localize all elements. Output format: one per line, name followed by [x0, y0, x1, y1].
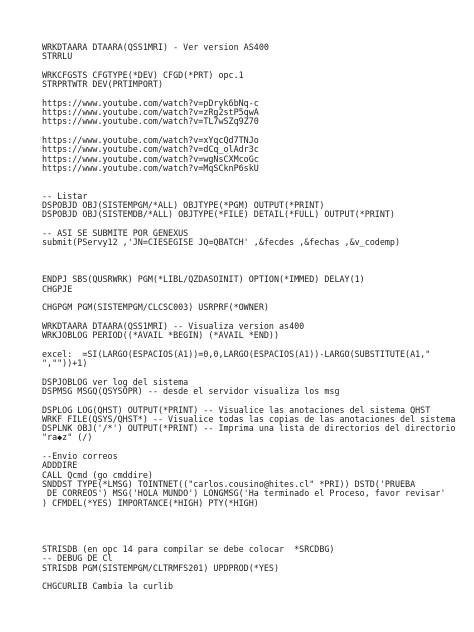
document-text [42, 43, 462, 592]
text-line: DE CORREOS') MSG('HOLA MUNDO') LONGMSG('Ha terminado el Proceso, favor revisar' [42, 488, 446, 499]
text-line: CHGPJE [42, 283, 73, 294]
blank-line [42, 248, 462, 257]
text-line: STRISDB (en opc 14 para compilar se debe colocar *SRCDBG) [42, 544, 335, 555]
text-line: DSPOBJD OBJ(SISTEMPGM/*ALL) OBJTYPE(*PGM) OUTPUT(*PRINT) [42, 200, 325, 211]
text-line: ENDPJ SBS(QUSRWRK) PGM(*LIBL/QZDASOINIT) OPTION(*IMMED) DELAY(1) [42, 274, 365, 285]
blank-line [42, 517, 462, 526]
text-line: WRKCFGSTS CFGTYPE(*DEV) CFGD(*PRT) opc.1 [42, 69, 244, 80]
text-line: WRKDTAARA DTAARA(QSS1MRI) -- Visualiza version as400 [42, 320, 305, 331]
text-line: ",""))+1) [42, 358, 88, 369]
text-line: DSPLNK OBJ('/*') OUTPUT(*PRINT) -- Imprima una lista de directorios del directorio [42, 423, 456, 434]
text-line: WRKF FILE(QSYS/QHST*) -- Visualice todas las copias de las anotaciones del sistema [42, 413, 456, 424]
text-line: https://www.youtube.com/watch?v=MqSCknP6skU [42, 162, 259, 173]
blank-line [42, 173, 462, 182]
text-line: DSPMSG MSGQ(QSYSOPR) -- desde el servidor visualiza los msg [42, 385, 340, 396]
blank-line [42, 182, 462, 191]
text-line: https://www.youtube.com/watch?v=dCq_olAdr3c [42, 144, 259, 155]
text-line: CALL Qcmd (go cmddire) [42, 469, 153, 480]
text-line: "ra◆z" (/) [42, 432, 93, 443]
text-line: --Envio correos [42, 451, 118, 462]
text-line: https://www.youtube.com/watch?v=zRg2stP5qwA [42, 107, 259, 118]
text-line: STRRLU [42, 51, 73, 62]
text-line: DSPOBJD OBJ(SISTEMDB/*ALL) OBJTYPE(*FILE) DETAIL(*FULL) OUTPUT(*PRINT) [42, 209, 395, 220]
text-line: WRKDTAARA DTAARA(QSS1MRI) - Ver version AS400 [42, 42, 269, 52]
text-line: https://www.youtube.com/watch?v=xYqcQd7TNJo [42, 134, 259, 145]
text-line: https://www.youtube.com/watch?v=TL7wSZq9Z70 [42, 116, 259, 127]
text-line: SNDDST TYPE(*LMSG) TOINTNET(("carlos.cousino@hites.cl" *PRI)) DSTD('PRUEBA [42, 478, 416, 489]
text-line: CHGPGM PGM(SISTEMPGM/CLCSC003) USRPRF(*OWNER) [42, 302, 269, 313]
blank-line [42, 526, 462, 535]
text-line: submit(PServy12 ,'JN=CIESEGISE JQ=QBATCH' ,&fecdes ,&fechas ,&v_codemp) [42, 237, 400, 248]
blank-line [42, 508, 462, 517]
text-line: excel: =SI(LARGO(ESPACIOS(A1))=0,0,LARGO(ESPACIOS(A1))-LARGO(SUBSTITUTE(A1," [42, 348, 431, 359]
text-line: https://www.youtube.com/watch?v=pDryk6bNq-c [42, 97, 259, 108]
blank-line [42, 257, 462, 266]
text-line: STRPRTWTR DEV(PRTIMPORT) [42, 79, 164, 90]
text-line: DSPLOG LOG(QHST) OUTPUT(*PRINT) -- Visualice las anotaciones del sistema QHST [42, 404, 431, 415]
text-line: STRISDB PGM(SISTEMPGM/CLTRMFS201) UPDPROD(*YES) [42, 562, 279, 573]
text-line: -- DEBUG DE Cl [42, 553, 113, 564]
text-line: DSPJOBLOG ver log del sistema [42, 376, 189, 387]
text-line: -- ASI SE SUBMITE POR GENEXUS [42, 227, 189, 238]
text-line: ) CFMDEL(*YES) IMPORTANCE(*HIGH) PTY(*HIGH) [42, 497, 259, 508]
text-line: ADDDIRE [42, 460, 78, 471]
text-line: CHGCURLIB Cambia la curlib [42, 581, 174, 592]
text-line: -- Listar [42, 190, 88, 201]
text-line: https://www.youtube.com/watch?v=wgNsCXMcoGc [42, 153, 259, 164]
text-line: WRKJOBLOG PERIOD((*AVAIL *BEGIN) (*AVAIL *END)) [42, 330, 279, 341]
